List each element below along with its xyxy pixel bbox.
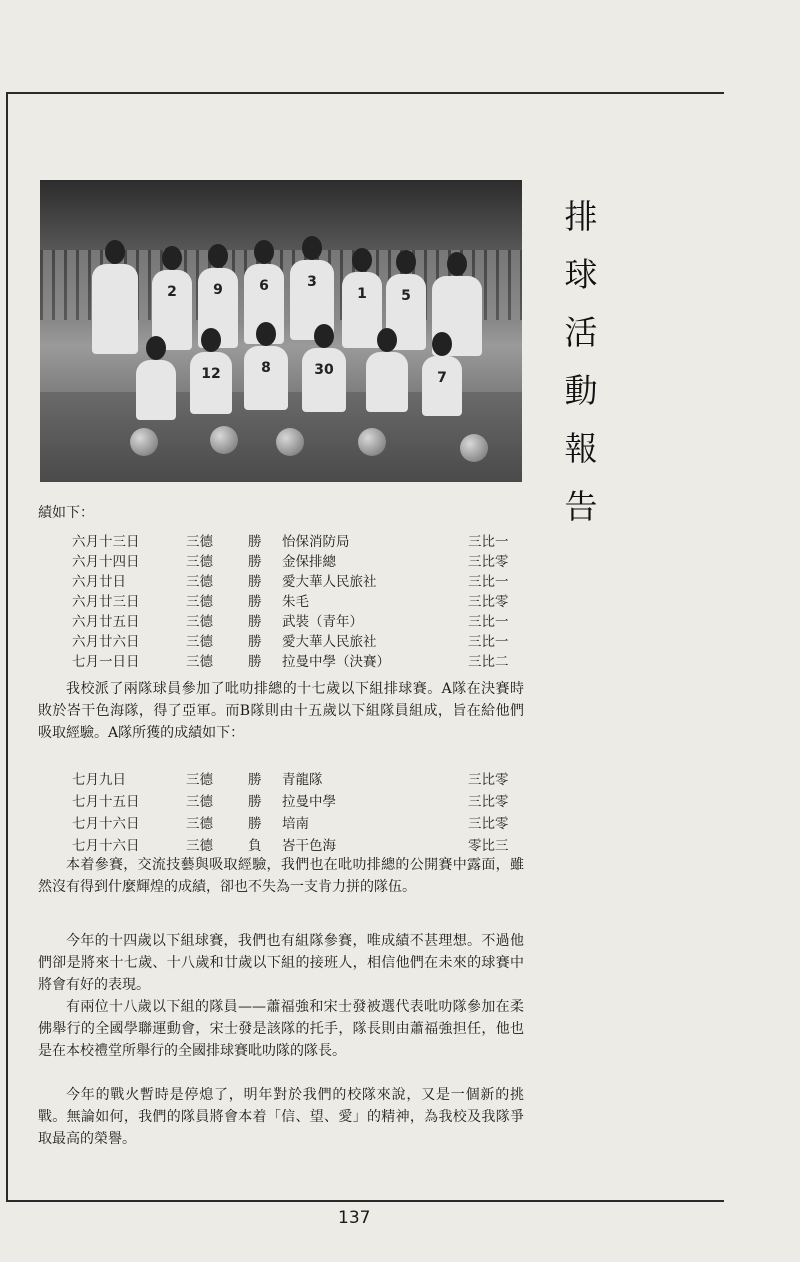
photo-player: 7 — [422, 356, 462, 416]
photo-volleyball — [130, 428, 158, 456]
photo-player: 9 — [198, 268, 238, 348]
paragraph-2: 本着參賽，交流技藝與吸取經驗，我們也在吡叻排總的公開賽中露面，雖然沒有得到什麼輝煌的成績，卻也不失為一支肯力拼的隊伍。 — [38, 857, 524, 895]
photo-volleyball — [276, 428, 304, 456]
page-number: 137 — [338, 1208, 371, 1228]
photo-player: 2 — [152, 270, 192, 350]
photo-player: 8 — [244, 346, 288, 410]
paragraph-1: 我校派了兩隊球員參加了吡叻排總的十七歲以下組排球賽。A隊在決賽時敗於峇干色海隊，得了亞軍。而B隊則由十五歲以下組隊員組成，旨在給他們吸取經驗。A隊所獲的成績如下： — [38, 681, 524, 741]
page-title: 排 球 活 動 報 告 — [564, 197, 598, 526]
paragraph-4: 有兩位十八歲以下組的隊員——蕭福強和宋士發被選代表吡叻隊參加在柔佛舉行的全國學聯運動會，宋士發是該隊的托手，隊長則由蕭福強担任，他也是在本校禮堂所舉行的全國排球賽吡叻隊的隊長。 — [38, 999, 524, 1059]
photo-player — [366, 352, 408, 412]
paragraph-5: 今年的戰火暫時是停熄了，明年對於我們的校隊來說，又是一個新的挑戰。無論如何，我們的隊員將會本着「信、望、愛」的精神，為我校及我隊爭取最高的榮譽。 — [38, 1087, 524, 1147]
photo-player: 30 — [302, 348, 346, 412]
photo-volleyball — [210, 426, 238, 454]
paragraph-3: 今年的十四歲以下組球賽，我們也有組隊參賽，唯成績不甚理想。不過他們卻是將來十七歲、十八歲和廿歲以下組的接班人，相信他們在未來的球賽中將會有好的表現。 — [38, 933, 524, 993]
team-photo — [40, 180, 522, 482]
photo-player — [136, 360, 176, 420]
photo-volleyball — [460, 434, 488, 462]
photo-player: 3 — [290, 260, 334, 340]
photo-player: 5 — [386, 274, 426, 350]
photo-volleyball — [358, 428, 386, 456]
photo-player: 12 — [190, 352, 232, 414]
intro-line: 績如下： — [38, 505, 94, 521]
photo-player: 1 — [342, 272, 382, 348]
photo-player: 6 — [244, 264, 284, 344]
photo-person-coach-left — [92, 264, 138, 354]
